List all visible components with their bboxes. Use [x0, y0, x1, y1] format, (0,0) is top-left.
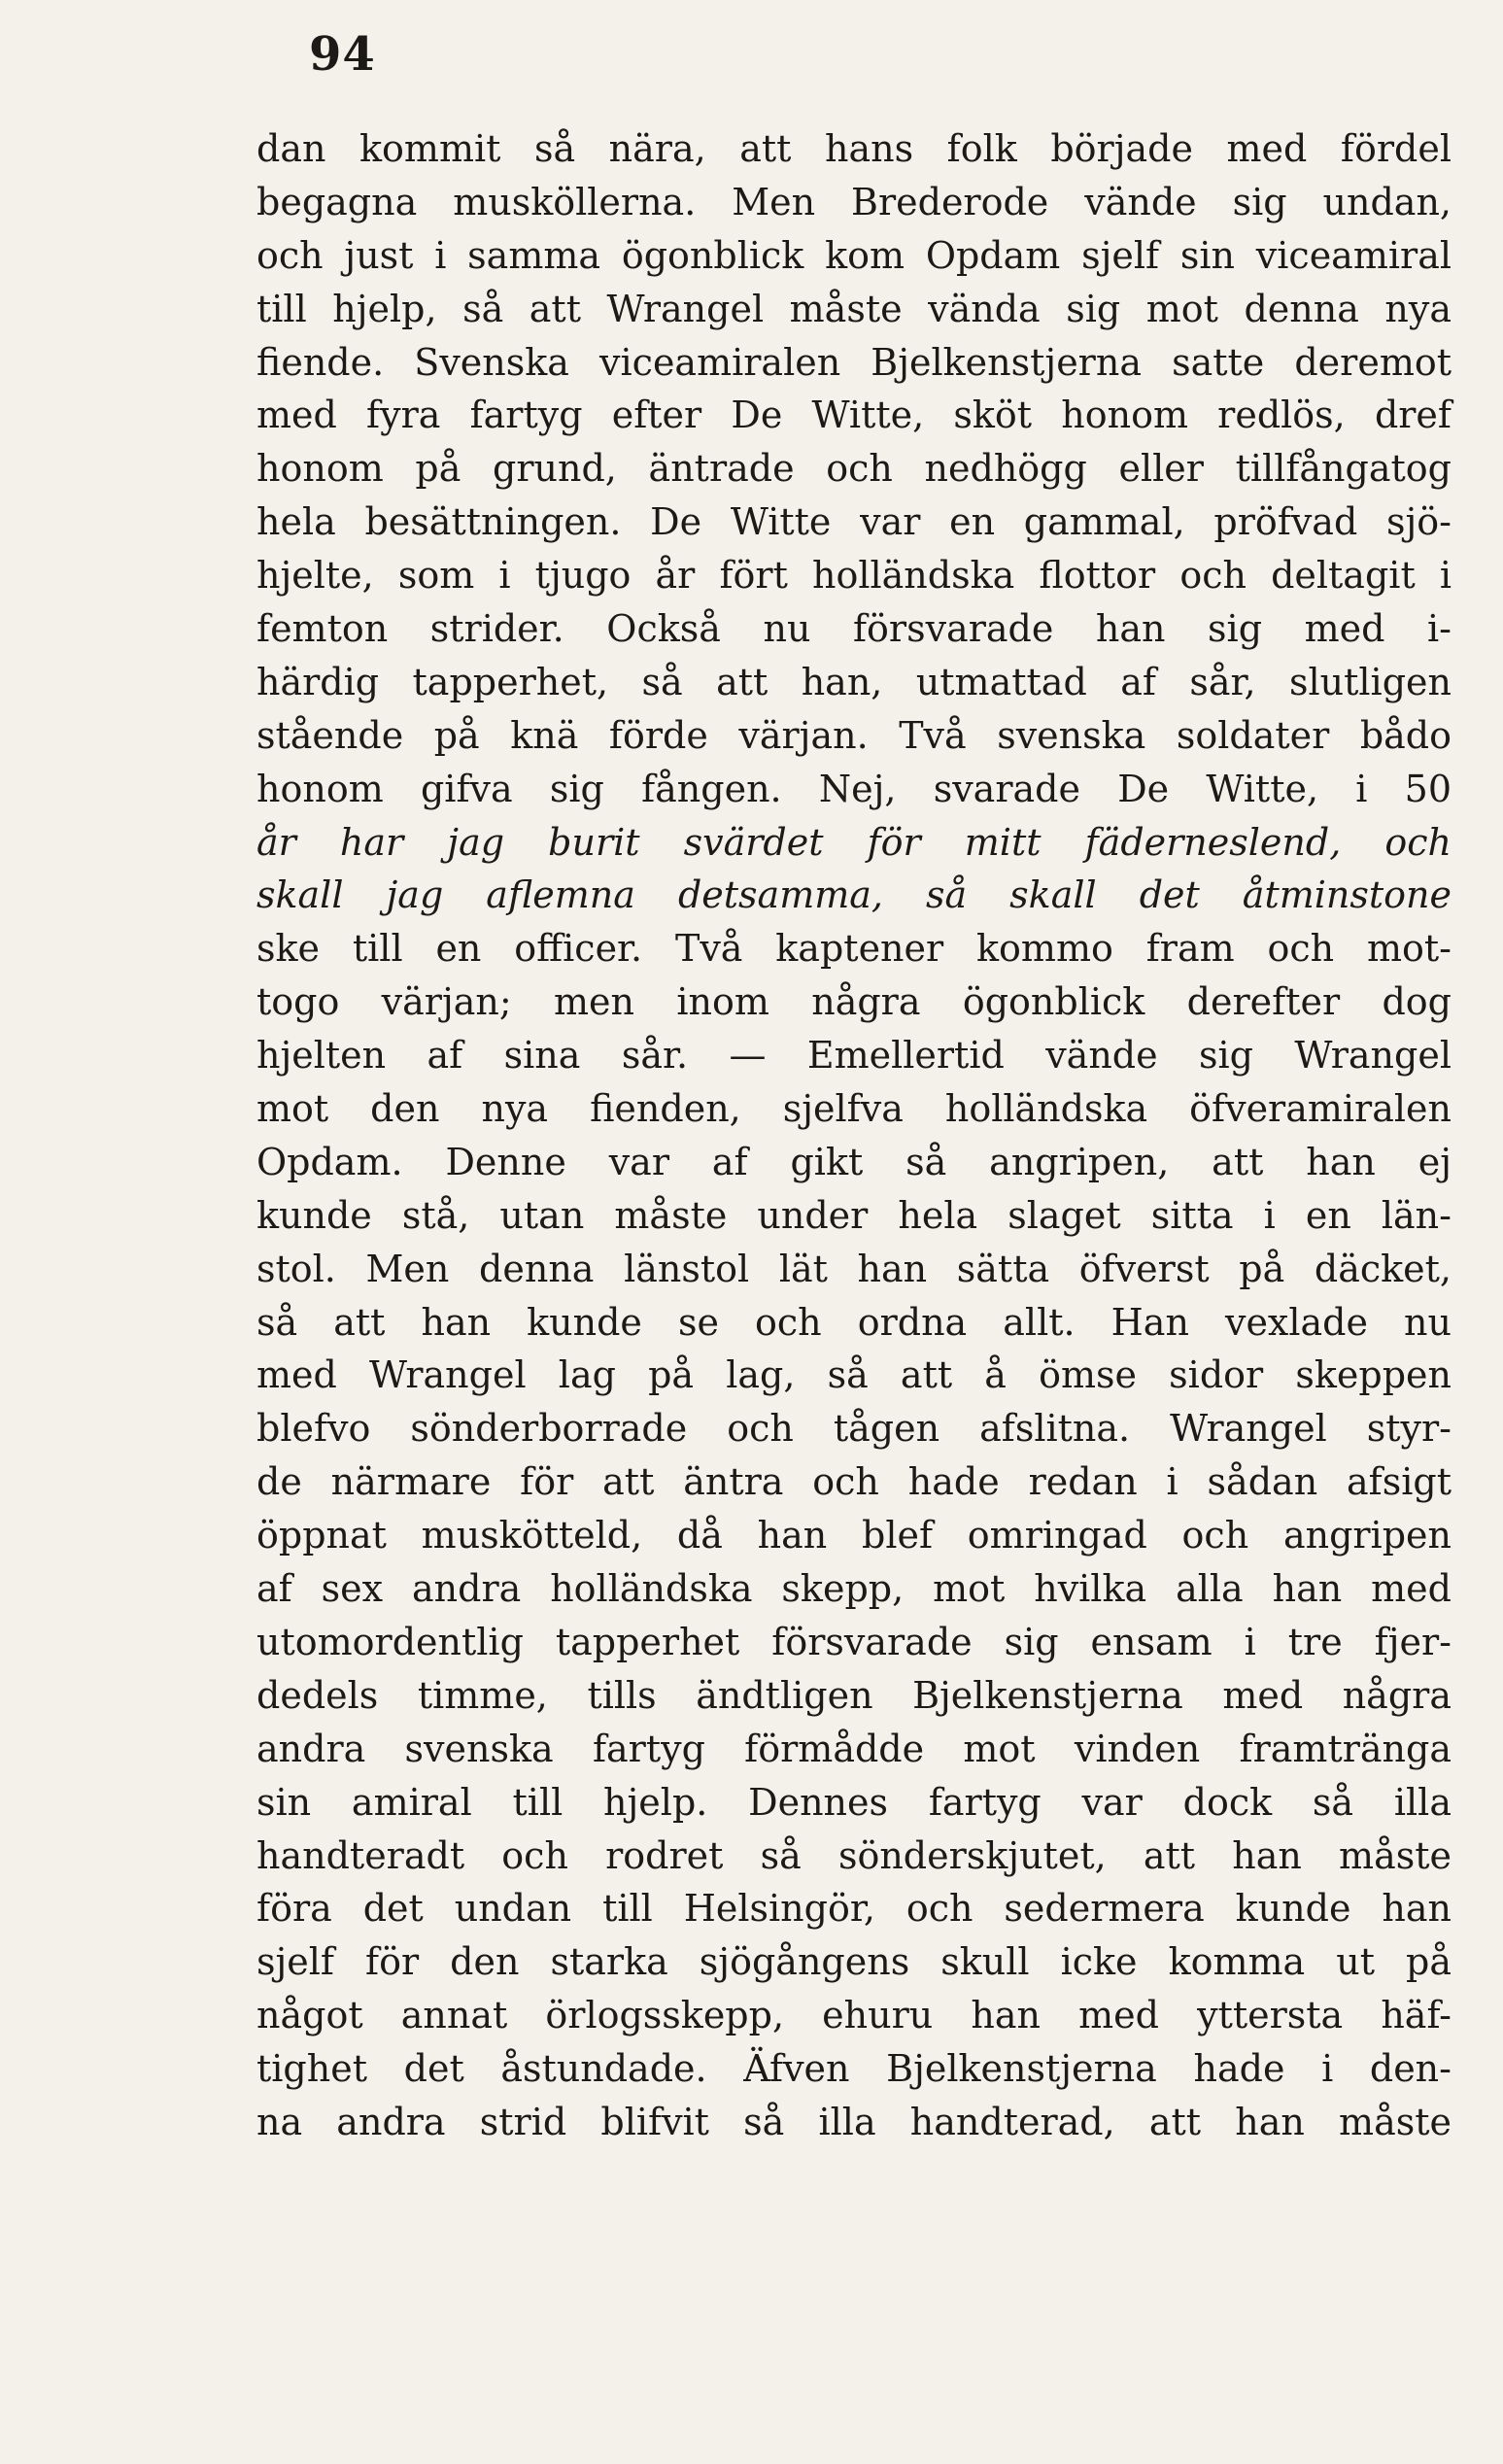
text-line: stående på knä förde värjan. Två svenska soldater bådo [256, 713, 1452, 757]
text-line: dedels timme, tills ändtligen Bjelkenstjerna med några [256, 1673, 1452, 1717]
text-line: dan kommit så nära, att hans folk började med fördel [256, 127, 1452, 170]
text-line: och just i samma ögonblick kom Opdam sjelf sin viceamiral [256, 233, 1452, 277]
text-line: föra det undan till Helsingör, och sedermera kunde han [256, 1887, 1452, 1931]
text-line: blefvo sönderborrade och tågen afslitna. Wrangel styr- [256, 1407, 1452, 1451]
text-line: med Wrangel lag på lag, så att å ömse sidor skeppen [256, 1353, 1452, 1397]
text-line: sjelf för den starka sjögångens skull icke komma ut på [256, 1940, 1452, 1984]
text-line: hjelte, som i tjugo år fört holländska flottor och deltagit i [256, 554, 1452, 598]
text-line: öppnat muskötteld, då han blef omringad och angripen [256, 1514, 1452, 1557]
text-line: de närmare för att äntra och hade redan i sådan afsigt [256, 1460, 1452, 1504]
text-line: hela besättningen. De Witte var en gammal, pröfvad sjö- [256, 500, 1452, 544]
text-line: kunde stå, utan måste under hela slaget sitta i en län- [256, 1193, 1452, 1237]
text-line: något annat örlogsskepp, ehuru han med yttersta häf- [256, 1994, 1452, 2037]
text-line: hjelten af sina sår. — Emellertid vände sig Wrangel [256, 1034, 1452, 1078]
text-line: så att han kunde se och ordna allt. Han vexlade nu [256, 1300, 1452, 1344]
text-line: utomordentlig tapperhet försvarade sig ensam i tre fjer- [256, 1620, 1452, 1663]
text-line: togo värjan; men inom några ögonblick derefter dog [256, 980, 1452, 1024]
text-line: sin amiral till hjelp. Dennes fartyg var dock så illa [256, 1780, 1452, 1824]
text-line: med fyra fartyg efter De Witte, sköt honom redlös, dref [256, 394, 1452, 437]
text-line: ske till en officer. Två kaptener kommo fram och mot- [256, 927, 1452, 971]
italic-quote-line: år har jag burit svärdet för mitt fäderneslend, och [256, 820, 1452, 864]
text-line: handteradt och rodret så sönderskjutet, att han måste [256, 1833, 1452, 1877]
text-line: honom på grund, äntrade och nedhögg eller tillfångatog [256, 447, 1452, 491]
text-line: begagna musköllerna. Men Brederode vände sig undan, [256, 180, 1452, 223]
text-line: Opdam. Denne var af gikt så angripen, att han ej [256, 1140, 1452, 1183]
text-line: fiende. Svenska viceamiralen Bjelkenstjerna satte deremot [256, 340, 1452, 384]
text-line: tighet det åstundade. Äfven Bjelkenstjerna hade i den- [256, 2047, 1452, 2091]
text-line: af sex andra holländska skepp, mot hvilka alla han med [256, 1567, 1452, 1611]
text-line: till hjelp, så att Wrangel måste vända sig mot denna nya [256, 287, 1452, 330]
text-line: mot den nya fienden, sjelfva holländska öfveramiralen [256, 1087, 1452, 1131]
body-text [256, 122, 1452, 2149]
text-line: härdig tapperhet, så att han, utmattad af sår, slutligen [256, 660, 1452, 703]
page-number: 94 [309, 27, 376, 82]
text-line: na andra strid blifvit så illa handterad, att han måste [256, 2100, 1452, 2143]
text-line: honom gifva sig fången. Nej, svarade De Witte, i 50 [256, 767, 1452, 810]
text-line: andra svenska fartyg förmådde mot vinden framtränga [256, 1727, 1452, 1770]
text-line: femton strider. Också nu försvarade han sig med i- [256, 607, 1452, 651]
italic-quote-line: skall jag aflemna detsamma, så skall det åtminstone [256, 873, 1452, 917]
text-line: stol. Men denna länstol lät han sätta öfverst på däcket, [256, 1247, 1452, 1290]
